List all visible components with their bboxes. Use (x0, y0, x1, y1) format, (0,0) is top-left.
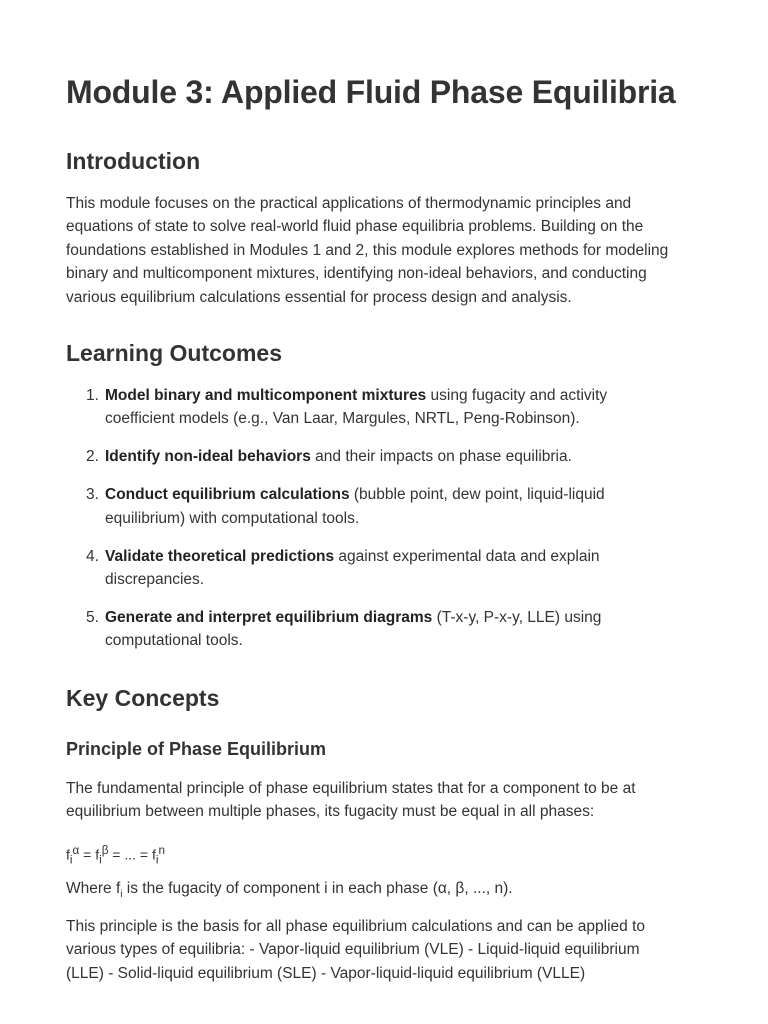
basis-line: (LLE) - Solid-liquid equilibrium (SLE) - Vapor-liquid-liquid equilibrium (VLLE) (66, 964, 586, 982)
list-item (66, 545, 686, 592)
learning-outcomes-heading: Learning Outcomes (66, 340, 282, 366)
introduction-line: equations of state to solve real-world fluid phase equilibria problems. Building on the (66, 218, 644, 236)
key-concepts-heading: Key Concepts (66, 685, 220, 711)
formula-symbol: f (66, 846, 70, 863)
list-item-bold: Generate and interpret equilibrium diagrams (105, 608, 433, 626)
formula-superscript: α (72, 844, 80, 857)
list-item-number: 5. (86, 608, 99, 626)
list-item-number: 1. (86, 387, 99, 404)
list-item (66, 384, 686, 431)
introduction-paragraph (66, 192, 706, 309)
list-item-text: discrepancies. (105, 570, 205, 588)
list-item-text: coefficient models (e.g., Van Laar, Margules, NRTL, Peng-Robinson). (105, 410, 580, 428)
list-item-text: computational tools. (105, 632, 243, 650)
formula-subscript: i (155, 853, 159, 867)
basis-line: various types of equilibria: - Vapor-liquid equilibrium (VLE) - Liquid-liquid equilibrium (66, 941, 640, 959)
list-item-text: equilibrium) with computational tools. (105, 509, 360, 527)
introduction-heading: Introduction (66, 148, 201, 174)
principle-line: The fundamental principle of phase equilibrium states that for a component to be at (66, 780, 636, 797)
list-item-number: 3. (86, 486, 99, 504)
list-item-text: using fugacity and activity (426, 387, 608, 404)
principle-line: equilibrium between multiple phases, its fugacity must be equal in all phases: (66, 803, 595, 821)
list-item-text: and their impacts on phase equilibria. (310, 448, 572, 466)
introduction-line: This module focuses on the practical applications of thermodynamic principles and (66, 195, 632, 212)
where-paragraph (66, 877, 706, 907)
list-item-number: 4. (86, 547, 99, 565)
principle-paragraph (66, 777, 706, 824)
formula-superscript: n (158, 844, 165, 857)
formula-subscript: i (69, 853, 73, 867)
list-item-text: (T-x-y, P-x-y, LLE) using (432, 608, 602, 626)
principle-heading: Principle of Phase Equilibrium (66, 739, 327, 759)
formula-superscript: β (101, 844, 109, 857)
list-item (66, 483, 686, 530)
formula-symbol: f (152, 846, 156, 863)
where-text: Where f (66, 880, 121, 897)
learning-outcomes-list (66, 384, 686, 667)
formula-subscript: i (99, 853, 102, 867)
introduction-line: foundations established in Modules 1 and 2, this module explores methods for modeling (66, 241, 669, 259)
basis-paragraph (66, 915, 706, 985)
fugacity-equation (66, 840, 165, 871)
list-item-bold: Validate theoretical predictions (105, 547, 335, 565)
list-item (66, 606, 686, 653)
introduction-line: binary and multicomponent mixtures, identifying non-ideal behaviors, and conducting (66, 265, 647, 283)
list-item-bold: Model binary and multicomponent mixtures (105, 387, 427, 404)
list-item-text: (bubble point, dew point, liquid-liquid (349, 486, 605, 504)
formula-operator: = ... = (108, 846, 152, 863)
where-subscript: i (120, 889, 123, 901)
formula-symbol: f (95, 846, 100, 863)
list-item-number: 2. (86, 448, 99, 466)
list-item-bold: Conduct equilibrium calculations (105, 486, 350, 504)
page-title: Module 3: Applied Fluid Phase Equilibria (66, 74, 676, 110)
where-text: is the fugacity of component i in each phase (α, β, ..., n). (122, 880, 513, 897)
formula-operator: = (79, 846, 96, 863)
list-item-text: against experimental data and explain (334, 547, 600, 565)
list-item-bold: Identify non-ideal behaviors (105, 448, 311, 466)
basis-line: This principle is the basis for all phase equilibrium calculations and can be applied to (66, 918, 645, 935)
introduction-line: various equilibrium calculations essential for process design and analysis. (66, 288, 572, 306)
list-item (66, 445, 686, 468)
